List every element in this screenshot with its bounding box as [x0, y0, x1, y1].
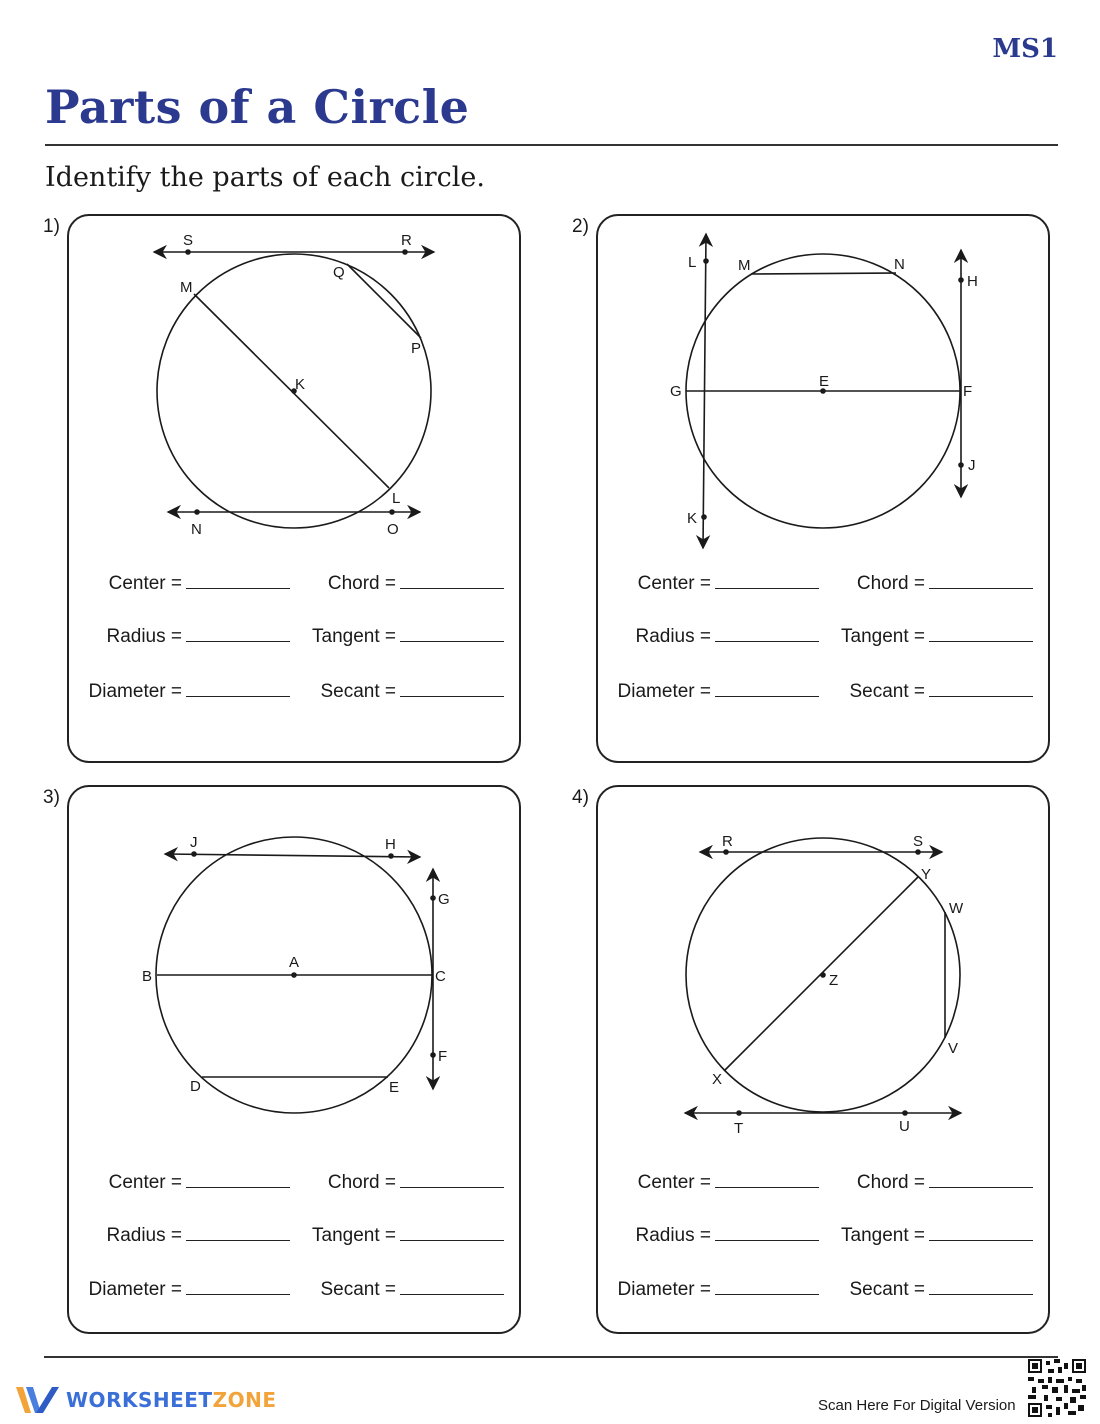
- point-label: L: [392, 490, 401, 507]
- point-label: M: [738, 257, 751, 274]
- point-label: R: [722, 833, 733, 850]
- point-label: Q: [333, 264, 345, 281]
- brand-logo[interactable]: [14, 1383, 276, 1417]
- scan-text: Scan Here For Digital Version: [818, 1397, 1016, 1414]
- point-label: K: [687, 510, 698, 527]
- instructions: Identify the parts of each circle.: [45, 162, 485, 193]
- secant-answer[interactable]: Secant =: [824, 678, 1033, 703]
- point-label: C: [435, 968, 446, 985]
- diameter-answer[interactable]: Diameter =: [80, 1276, 290, 1301]
- point-label: L: [688, 254, 697, 271]
- point-label: R: [401, 232, 412, 249]
- center-answer[interactable]: Center =: [609, 1169, 819, 1194]
- secant-answer[interactable]: Secant =: [295, 1276, 504, 1301]
- center-answer[interactable]: Center =: [80, 1169, 290, 1194]
- problem-number: 3): [43, 787, 60, 808]
- chord-answer[interactable]: Chord =: [295, 570, 504, 595]
- radius-answer[interactable]: Radius =: [609, 1222, 819, 1247]
- radius-answer[interactable]: Radius =: [80, 623, 290, 648]
- problem-panel-3: [67, 785, 521, 1334]
- point-label: T: [734, 1120, 744, 1137]
- point-label: X: [712, 1071, 723, 1088]
- title-divider: [45, 144, 1058, 146]
- point-label: J: [968, 457, 976, 474]
- radius-answer[interactable]: Radius =: [609, 623, 819, 648]
- problem-panel-4: [596, 785, 1050, 1334]
- point-label: S: [183, 232, 194, 249]
- footer-divider: [44, 1356, 1058, 1358]
- point-label: O: [387, 521, 399, 538]
- tangent-answer[interactable]: Tangent =: [824, 1222, 1033, 1247]
- qr-code-icon[interactable]: [1028, 1359, 1086, 1417]
- point-label: V: [948, 1040, 959, 1057]
- point-label: F: [963, 383, 973, 400]
- point-label: W: [949, 900, 964, 917]
- point-label: S: [913, 833, 924, 850]
- point-label: K: [295, 376, 306, 393]
- point-label: D: [190, 1078, 201, 1095]
- diameter-answer[interactable]: Diameter =: [609, 1276, 819, 1301]
- point-label: G: [438, 891, 450, 908]
- point-label: P: [411, 340, 422, 357]
- circle-diagram-4: [598, 787, 1048, 1332]
- point-label: A: [289, 954, 300, 971]
- point-label: Z: [829, 972, 839, 989]
- point-label: Y: [921, 866, 932, 883]
- point-label: F: [438, 1048, 448, 1065]
- radius-answer[interactable]: Radius =: [80, 1222, 290, 1247]
- diameter-answer[interactable]: Diameter =: [609, 678, 819, 703]
- problem-number: 2): [572, 216, 589, 237]
- point-label: E: [389, 1079, 400, 1096]
- point-label: E: [819, 373, 830, 390]
- center-answer[interactable]: Center =: [80, 570, 290, 595]
- point-label: N: [894, 256, 905, 273]
- point-label: U: [899, 1118, 910, 1135]
- page-title: Parts of a Circle: [45, 80, 470, 134]
- point-label: H: [385, 836, 396, 853]
- point-label: N: [191, 521, 202, 538]
- point-label: G: [670, 383, 682, 400]
- chord-answer[interactable]: Chord =: [824, 570, 1033, 595]
- point-label: B: [142, 968, 153, 985]
- secant-answer[interactable]: Secant =: [824, 1276, 1033, 1301]
- circle-diagram-3: [69, 787, 519, 1332]
- diameter-answer[interactable]: Diameter =: [80, 678, 290, 703]
- worksheetzone-logo-icon: [14, 1383, 60, 1417]
- problem-number: 4): [572, 787, 589, 808]
- center-answer[interactable]: Center =: [609, 570, 819, 595]
- point-label: J: [190, 834, 198, 851]
- secant-answer[interactable]: Secant =: [295, 678, 504, 703]
- problem-number: 1): [43, 216, 60, 237]
- tangent-answer[interactable]: Tangent =: [295, 623, 504, 648]
- tangent-answer[interactable]: Tangent =: [824, 623, 1033, 648]
- tangent-answer[interactable]: Tangent =: [295, 1222, 504, 1247]
- point-label: M: [180, 279, 193, 296]
- point-label: H: [967, 273, 978, 290]
- worksheet-code: MS1: [992, 34, 1058, 64]
- brand-name: WORKSHEETZONE: [66, 1388, 277, 1412]
- chord-answer[interactable]: Chord =: [824, 1169, 1033, 1194]
- chord-answer[interactable]: Chord =: [295, 1169, 504, 1194]
